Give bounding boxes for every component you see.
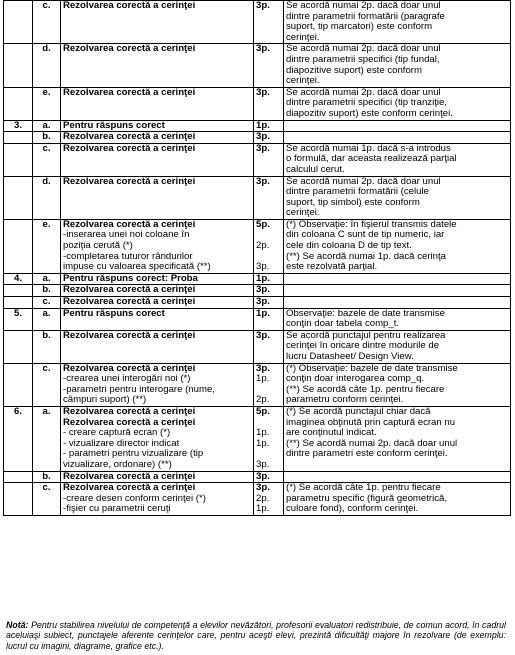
points-cell (254, 285, 284, 297)
criterion-line: Rezolvarea corectă a cerinţei (63, 363, 196, 374)
observation-line: este rezolvată parţial. (286, 261, 378, 273)
criterion-cell (61, 273, 254, 285)
table-row (4, 219, 511, 273)
sub-item-letter: c. (33, 297, 61, 309)
item-number (4, 132, 33, 144)
points-cell (254, 471, 284, 483)
sub-item-letter: e. (33, 219, 61, 273)
item-number (4, 1, 33, 44)
points-value: 2p. (256, 240, 270, 252)
observation-cell (284, 308, 511, 330)
criterion-cell (61, 132, 254, 144)
criterion-cell (61, 219, 254, 273)
criterion-line: vizualizare, ordonare) (**) (63, 458, 172, 470)
criterion-line: impuse cu valoarea specificată (**) (63, 261, 211, 273)
points-value: 3p. (256, 482, 270, 494)
criterion-line: Rezolvarea corectă a cerinţei (63, 131, 196, 143)
points-value: 1p. (256, 437, 270, 449)
points-value: 5p. (256, 406, 270, 417)
criterion-line: câmpuri suport) (**) (63, 394, 147, 406)
observation-line: din coloana C sunt de tip numeric, iar (286, 229, 445, 241)
points-cell (254, 406, 284, 471)
item-number (4, 219, 33, 273)
points-value: 1p. (256, 308, 270, 319)
observation-cell (284, 273, 511, 285)
observation-cell (284, 483, 511, 516)
observation-line: Se acordă numai 2p. dacă doar unul (286, 0, 441, 11)
criterion-cell (61, 285, 254, 297)
observation-cell (284, 1, 511, 44)
sub-item-letter: b. (33, 330, 61, 363)
observation-line: (**) Se acordă numai 2p. dacă doar unul (286, 437, 458, 449)
criterion-cell (61, 297, 254, 309)
observation-line: (*) Observaţie: bazele de date transmise (286, 363, 458, 374)
criterion-line: -crearea unei interogări noi (*) (63, 373, 191, 385)
table-row (4, 273, 511, 285)
points-value: 3p. (256, 458, 270, 470)
table-row (4, 44, 511, 87)
points-value: 5p. (256, 219, 270, 230)
observation-cell (284, 297, 511, 309)
criterion-cell (61, 308, 254, 330)
points-cell (254, 1, 284, 44)
item-number (4, 44, 33, 87)
points-cell (254, 363, 284, 406)
criterion-cell (61, 363, 254, 406)
observation-line: imaginea obţinută prin captură ecran nu (286, 416, 456, 428)
sub-item-letter: c. (33, 363, 61, 406)
observation-cell (284, 87, 511, 120)
criterion-line: Rezolvarea corectă a cerinţei (63, 330, 196, 341)
observation-line: dintre parametrii formatării (celule (286, 186, 429, 198)
criterion-cell (61, 120, 254, 132)
criterion-line: Rezolvarea corectă a cerinţei (63, 471, 196, 482)
criterion-cell (61, 143, 254, 176)
observation-line: suport, tip simbol) este conform (286, 196, 420, 208)
criterion-cell (61, 471, 254, 483)
points-value: 3p. (256, 131, 270, 143)
observation-line: calculul cerut. (286, 163, 345, 175)
points-cell (254, 483, 284, 516)
table-row (4, 176, 511, 219)
criterion-line: Rezolvarea corectă a cerinţei (63, 296, 196, 308)
points-cell (254, 143, 284, 176)
grading-table (3, 0, 511, 516)
observation-line: (*) Observaţie: în fişierul transmis datele (286, 219, 457, 230)
points-value: 3p. (256, 296, 270, 308)
points-cell (254, 308, 284, 330)
item-number (4, 363, 33, 406)
points-value: 1p. (256, 503, 270, 515)
points-value: 3p. (256, 43, 270, 55)
observation-line: are conţinutul indicat. (286, 427, 377, 439)
observation-line: cele din coloana D de tip text. (286, 240, 412, 252)
points-cell (254, 273, 284, 285)
sub-item-letter: c. (33, 143, 61, 176)
observation-cell (284, 363, 511, 406)
observation-line: parametru conform cerinţei. (286, 394, 404, 406)
observation-cell (284, 143, 511, 176)
criterion-line: Pentru răspuns corect (63, 308, 165, 319)
criterion-line: - vizualizare director indicat (63, 437, 180, 449)
item-number: 6. (4, 406, 33, 471)
points-value: 3p. (256, 0, 270, 11)
observation-line: o formulă, dar aceasta realizează parţial (286, 153, 457, 165)
observation-line: cerinţei. (286, 207, 320, 219)
criterion-line: -completarea tuturor rândurilor (63, 250, 193, 262)
points-value: 3p. (256, 471, 270, 482)
points-value: 3p. (256, 363, 270, 374)
observation-line: conţin doar tabela comp_t. (286, 318, 400, 330)
item-number (4, 297, 33, 309)
criterion-line: -parametri pentru interogare (nume, (63, 383, 215, 395)
points-value: 1p. (256, 120, 270, 131)
table-row (4, 143, 511, 176)
criterion-cell (61, 1, 254, 44)
observation-line: Se acordă numai 2p. dacă doar unul (286, 87, 441, 98)
table-row (4, 308, 511, 330)
criterion-line: Rezolvarea corectă a cerinţei (63, 176, 196, 187)
grading-table-body (4, 1, 511, 516)
observation-line: dintre parametrii specifici (tip tranziţie, (286, 97, 448, 109)
criterion-cell (61, 44, 254, 87)
points-cell (254, 330, 284, 363)
footnote-label: Notă: (6, 620, 29, 630)
observation-line: suport, tip marcatori) este conform (286, 21, 433, 33)
points-value: 3p. (256, 284, 270, 296)
criterion-line: - parametri pentru vizualizare (tip (63, 448, 204, 460)
observation-line: (*) Se acordă punctajul chiar dacă (286, 406, 431, 417)
criterion-line: Rezolvarea corectă a cerinţei (63, 143, 196, 154)
criterion-line: Rezolvarea corectă a cerinţei (63, 87, 196, 98)
points-cell (254, 44, 284, 87)
observation-cell (284, 132, 511, 144)
sub-item-letter: c. (33, 1, 61, 44)
observation-line: dintre parametri este conform cerinţei. (286, 448, 448, 460)
table-row (4, 87, 511, 120)
sub-item-letter: b. (33, 132, 61, 144)
observation-line: Se acordă numai 2p. dacă doar unul (286, 43, 441, 55)
criterion-line: - creare captură ecran (*) (63, 427, 171, 439)
criterion-cell (61, 406, 254, 471)
observation-line: diapozitive suport) este conform (286, 64, 422, 76)
points-cell (254, 219, 284, 273)
sub-item-letter: e. (33, 87, 61, 120)
table-row (4, 363, 511, 406)
points-value: 1p. (256, 373, 270, 385)
points-value: 3p. (256, 330, 270, 341)
criterion-line: -creare desen conform cerinţei (*) (63, 492, 206, 504)
observation-line: (**) Se acordă numai 1p. dacă cerinţa (286, 250, 446, 262)
table-row (4, 1, 511, 44)
item-number: 5. (4, 308, 33, 330)
observation-line: Se acordă numai 2p. dacă doar unul (286, 176, 441, 187)
observation-line: (*) Se acordă câte 1p. pentru fiecare (286, 482, 441, 494)
sub-item-letter: a. (33, 120, 61, 132)
table-row (4, 285, 511, 297)
item-number (4, 176, 33, 219)
table-row (4, 330, 511, 363)
observation-line: diapozitiv suport) este conform cerinţei. (286, 107, 453, 119)
points-cell (254, 87, 284, 120)
observation-line: (**) Se acordă câte 1p. pentru fiecare (286, 383, 445, 395)
table-row (4, 120, 511, 132)
criterion-line: Pentru răspuns corect: Proba (63, 273, 198, 284)
observation-line: cerinţei în oricare dintre modurile de (286, 340, 440, 352)
sub-item-letter: c. (33, 483, 61, 516)
table-row (4, 132, 511, 144)
criterion-cell (61, 87, 254, 120)
table-row (4, 297, 511, 309)
item-number (4, 87, 33, 120)
footnote (6, 620, 506, 651)
criterion-line: Rezolvarea corectă a cerinţei (63, 0, 196, 11)
criterion-line: Rezolvarea corectă a cerinţei (63, 416, 196, 428)
points-cell (254, 132, 284, 144)
item-number (4, 471, 33, 483)
points-value: 2p. (256, 492, 270, 504)
table-row (4, 406, 511, 471)
sub-item-letter: b. (33, 471, 61, 483)
criterion-line: -inserarea unei noi coloane în (63, 229, 190, 241)
observation-cell (284, 44, 511, 87)
observation-line: parametru specific (figură geometrică, (286, 492, 448, 504)
table-row (4, 483, 511, 516)
sub-item-letter: d. (33, 176, 61, 219)
observation-line: conţin doar interogarea comp_q. (286, 373, 425, 385)
points-value: 3p. (256, 261, 270, 273)
points-value: 3p. (256, 87, 270, 98)
criterion-line: Rezolvarea corectă a cerinţei (63, 406, 196, 417)
points-cell (254, 297, 284, 309)
observation-cell (284, 406, 511, 471)
observation-line: cerinţei. (286, 75, 320, 87)
footnote-text: Pentru stabilirea nivelului de competenţă a elevilor nevăzători, profesorii evaluatori redistribuie, de comun acord, în cadrul aceluiaşi subiect, punctajele aferente cerinţelor care, pentru aceşti elevi, prezintă dificultăţi majore în rezolvare (de exemplu: lucrul cu imagini, diagrame, grafice etc.). (6, 620, 506, 651)
observation-line: dintre parametrii formatării (paragrafe (286, 10, 445, 22)
item-number (4, 143, 33, 176)
observation-cell (284, 176, 511, 219)
table-row (4, 471, 511, 483)
points-value: 1p. (256, 427, 270, 439)
item-number: 4. (4, 273, 33, 285)
criterion-line: Rezolvarea corectă a cerinţei (63, 219, 196, 230)
item-number (4, 285, 33, 297)
points-value: 2p. (256, 394, 270, 406)
criterion-line: Rezolvarea corectă a cerinţei (63, 284, 196, 296)
observation-line: Se acordă punctajul pentru realizarea (286, 330, 446, 341)
observation-line: dintre parametrii specifici (tip fundal, (286, 53, 440, 65)
observation-cell (284, 120, 511, 132)
item-number (4, 330, 33, 363)
observation-line: cerinţei. (286, 31, 320, 43)
points-cell (254, 176, 284, 219)
observation-line: Observaţie: bazele de date transmise (286, 308, 445, 319)
sub-item-letter: b. (33, 285, 61, 297)
observation-cell (284, 219, 511, 273)
criterion-line: -fişier cu parametrii ceruţi (63, 503, 171, 515)
criterion-line: Pentru răspuns corect (63, 120, 165, 131)
observation-cell (284, 471, 511, 483)
points-cell (254, 120, 284, 132)
observation-cell (284, 330, 511, 363)
criterion-cell (61, 176, 254, 219)
item-number: 3. (4, 120, 33, 132)
sub-item-letter: a. (33, 273, 61, 285)
criterion-cell (61, 483, 254, 516)
observation-line: lucru Datasheet/ Design View. (286, 351, 414, 362)
sub-item-letter: a. (33, 308, 61, 330)
observation-line: Se acordă numai 1p. dacă s-a introdus (286, 143, 451, 154)
sub-item-letter: a. (33, 406, 61, 471)
observation-line: culoare fond), conform cerinţei. (286, 503, 419, 515)
criterion-cell (61, 330, 254, 363)
criterion-line: Rezolvarea corectă a cerinţei (63, 482, 196, 494)
points-value: 3p. (256, 143, 270, 154)
points-value: 1p. (256, 273, 270, 284)
observation-cell (284, 285, 511, 297)
sub-item-letter: d. (33, 44, 61, 87)
criterion-line: poziţia cerută (*) (63, 240, 133, 252)
criterion-line: Rezolvarea corectă a cerinţei (63, 43, 196, 55)
item-number (4, 483, 33, 516)
points-value: 3p. (256, 176, 270, 187)
